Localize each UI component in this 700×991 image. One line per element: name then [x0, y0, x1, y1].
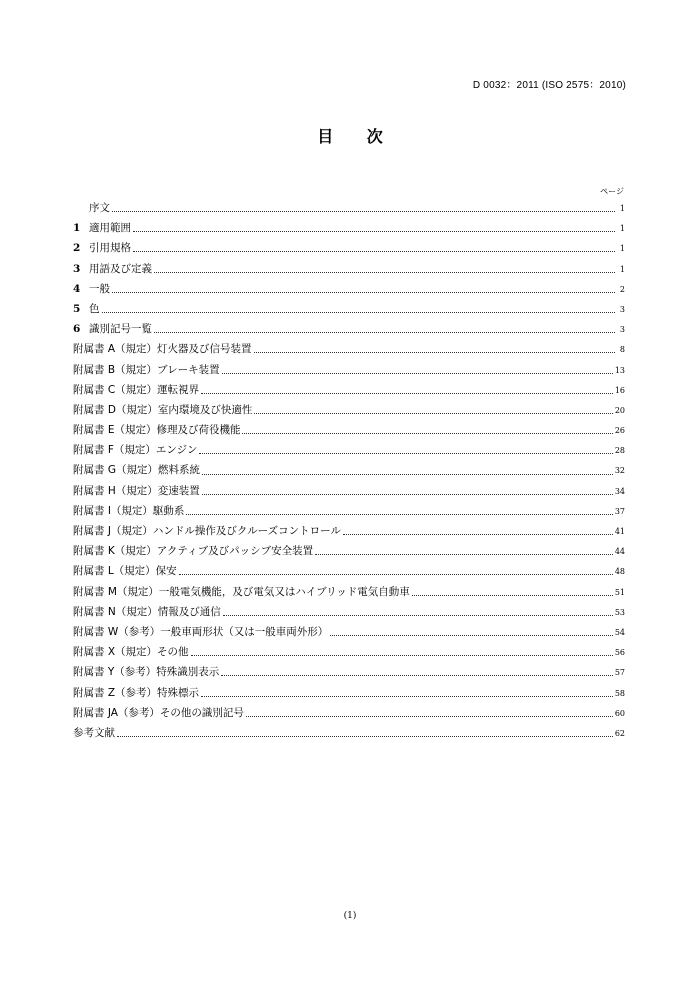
dot-leader: [315, 553, 613, 555]
dot-leader: [223, 614, 613, 616]
toc-entry-title: 附属書 E（規定）修理及び荷役機能: [73, 424, 241, 437]
toc-entry[interactable]: [73, 380, 625, 400]
dot-leader: [246, 715, 613, 717]
dot-leader: [202, 493, 613, 495]
toc-entry[interactable]: [73, 561, 625, 581]
toc-entry-title: 附属書 H（規定）変速装置: [73, 484, 200, 497]
dot-leader: [117, 735, 613, 737]
toc-entry[interactable]: [73, 723, 625, 743]
toc-entry-number: 2: [73, 242, 81, 255]
toc-entry[interactable]: [73, 259, 625, 279]
toc-entry-page: 56: [614, 648, 625, 658]
toc-entry[interactable]: [73, 299, 625, 319]
dot-leader: [343, 533, 613, 535]
toc-entry-title: 色: [89, 302, 100, 315]
toc-entry-title: 附属書 JA（参考）その他の識別記号: [73, 706, 244, 719]
toc-entry-page: 48: [614, 567, 625, 577]
toc-entry-page: 26: [614, 426, 625, 436]
dot-leader: [154, 331, 615, 333]
dot-leader: [133, 230, 615, 232]
toc-entry[interactable]: [73, 460, 625, 480]
toc-entry-title: 参考文献: [73, 726, 115, 739]
toc-entry-title: 序文: [89, 202, 110, 214]
dot-leader: [186, 513, 612, 515]
toc-entry-number: 3: [73, 262, 81, 275]
dot-leader: [242, 432, 612, 434]
dot-leader: [201, 695, 613, 697]
toc-entry[interactable]: [73, 360, 625, 380]
dot-leader: [221, 674, 613, 676]
toc-entry[interactable]: [73, 198, 625, 218]
toc-entry[interactable]: [73, 622, 625, 642]
toc-entry-page: 1: [619, 264, 625, 274]
toc-entry[interactable]: [73, 683, 625, 703]
toc-entry-page: 34: [614, 486, 625, 496]
toc-entry-page: 3: [619, 304, 625, 314]
toc-entry-title: 附属書 F（規定）エンジン: [73, 444, 198, 457]
toc-entry[interactable]: [73, 541, 625, 561]
toc-entry[interactable]: [73, 218, 625, 238]
table-of-contents: [73, 198, 625, 743]
toc-entry-page: 44: [614, 547, 625, 557]
toc-entry-title: 一般: [89, 282, 110, 295]
dot-leader: [102, 311, 616, 313]
toc-entry[interactable]: [73, 279, 625, 299]
toc-entry-title: 附属書 G（規定）燃料系統: [73, 464, 200, 477]
toc-entry-title: 用語及び定義: [89, 262, 152, 275]
toc-entry-page: 20: [614, 405, 625, 415]
toc-entry[interactable]: [73, 582, 625, 602]
toc-entry-title: 附属書 J（規定）ハンドル操作及びクルーズコントロール: [73, 525, 341, 537]
toc-entry[interactable]: [73, 238, 625, 258]
toc-entry-number: 5: [73, 302, 81, 315]
dot-leader: [191, 654, 613, 656]
toc-entry-page: 51: [614, 587, 625, 597]
dot-leader: [179, 573, 613, 575]
toc-entry-title: 附属書 Z（参考）特殊標示: [73, 686, 200, 699]
toc-entry[interactable]: [73, 662, 625, 682]
toc-entry[interactable]: [73, 501, 625, 521]
toc-entry-page: 16: [614, 385, 625, 395]
dot-leader: [199, 452, 612, 454]
toc-entry[interactable]: [73, 481, 625, 501]
toc-entry-title: 適用範囲: [89, 222, 131, 235]
toc-entry-page: 62: [614, 728, 625, 738]
toc-entry-title: 附属書 A（規定）灯火器及び信号装置: [73, 343, 252, 356]
toc-entry[interactable]: [73, 703, 625, 723]
toc-entry-page: 1: [619, 244, 625, 254]
toc-entry-title: 附属書 L（規定）保安: [73, 565, 177, 578]
dot-leader: [201, 392, 613, 394]
toc-entry-title: 附属書 K（規定）アクティブ及びパッシブ安全装置: [73, 545, 314, 558]
toc-entry-page: 53: [614, 607, 625, 617]
toc-entry-title: 附属書 Y（参考）特殊識別表示: [73, 666, 220, 679]
dot-leader: [112, 291, 615, 293]
dot-leader: [330, 634, 613, 636]
dot-leader: [154, 271, 615, 273]
toc-entry-page: 2: [619, 284, 625, 294]
page-column-label: ページ: [600, 187, 624, 196]
standard-code: D 0032：2011 (ISO 2575：2010): [472, 80, 626, 91]
toc-entry-page: 37: [614, 506, 625, 516]
toc-entry-title: 附属書 W（参考）一般車両形状（又は一般車両外形）: [73, 625, 329, 638]
toc-entry-title: 附属書 D（規定）室内環境及び快適性: [73, 403, 253, 416]
toc-entry-page: 1: [619, 204, 625, 213]
toc-entry-page: 8: [619, 345, 625, 355]
toc-entry-page: 1: [619, 224, 625, 234]
dot-leader: [254, 412, 612, 414]
dot-leader: [133, 250, 615, 252]
toc-entry-title: 附属書 N（規定）情報及び通信: [73, 605, 221, 618]
toc-entry-title: 識別記号一覧: [89, 323, 152, 336]
toc-entry[interactable]: [73, 339, 625, 359]
toc-entry-page: 54: [614, 627, 625, 637]
toc-entry-number: 1: [73, 222, 81, 235]
dot-leader: [112, 210, 615, 212]
toc-entry[interactable]: [73, 319, 625, 339]
toc-entry-title: 附属書 C（規定）運転視界: [73, 383, 200, 396]
toc-entry-page: 58: [614, 688, 625, 698]
toc-entry-page: 13: [614, 365, 625, 375]
toc-entry-title: 引用規格: [89, 242, 131, 255]
toc-entry[interactable]: [73, 521, 625, 541]
dot-leader: [412, 594, 613, 596]
dot-leader: [202, 473, 613, 475]
toc-entry-page: 57: [614, 668, 625, 678]
toc-entry-title: 附属書 X（規定）その他: [73, 646, 189, 659]
toc-entry-title: 附属書 M（規定）一般電気機能，及び電気又はハイブリッド電気自動車: [73, 585, 410, 598]
toc-entry-title: 附属書 I（規定）駆動系: [73, 504, 185, 517]
toc-entry-page: 32: [614, 466, 625, 476]
toc-entry-number: 4: [73, 282, 81, 295]
toc-entry[interactable]: [73, 400, 625, 420]
toc-entry[interactable]: [73, 642, 625, 662]
toc-entry-page: 28: [614, 446, 625, 456]
dot-leader: [254, 351, 615, 353]
toc-entry-title: 附属書 B（規定）ブレーキ装置: [73, 363, 220, 376]
toc-entry-number: 6: [73, 323, 81, 336]
toc-entry[interactable]: [73, 602, 625, 622]
page-number: (1): [343, 911, 357, 921]
toc-entry[interactable]: [73, 420, 625, 440]
toc-entry[interactable]: [73, 440, 625, 460]
toc-entry-page: 41: [614, 527, 625, 536]
dot-leader: [222, 372, 613, 374]
toc-entry-page: 3: [619, 325, 625, 335]
toc-entry-page: 60: [614, 708, 625, 718]
page-title: 目 次: [317, 127, 397, 146]
